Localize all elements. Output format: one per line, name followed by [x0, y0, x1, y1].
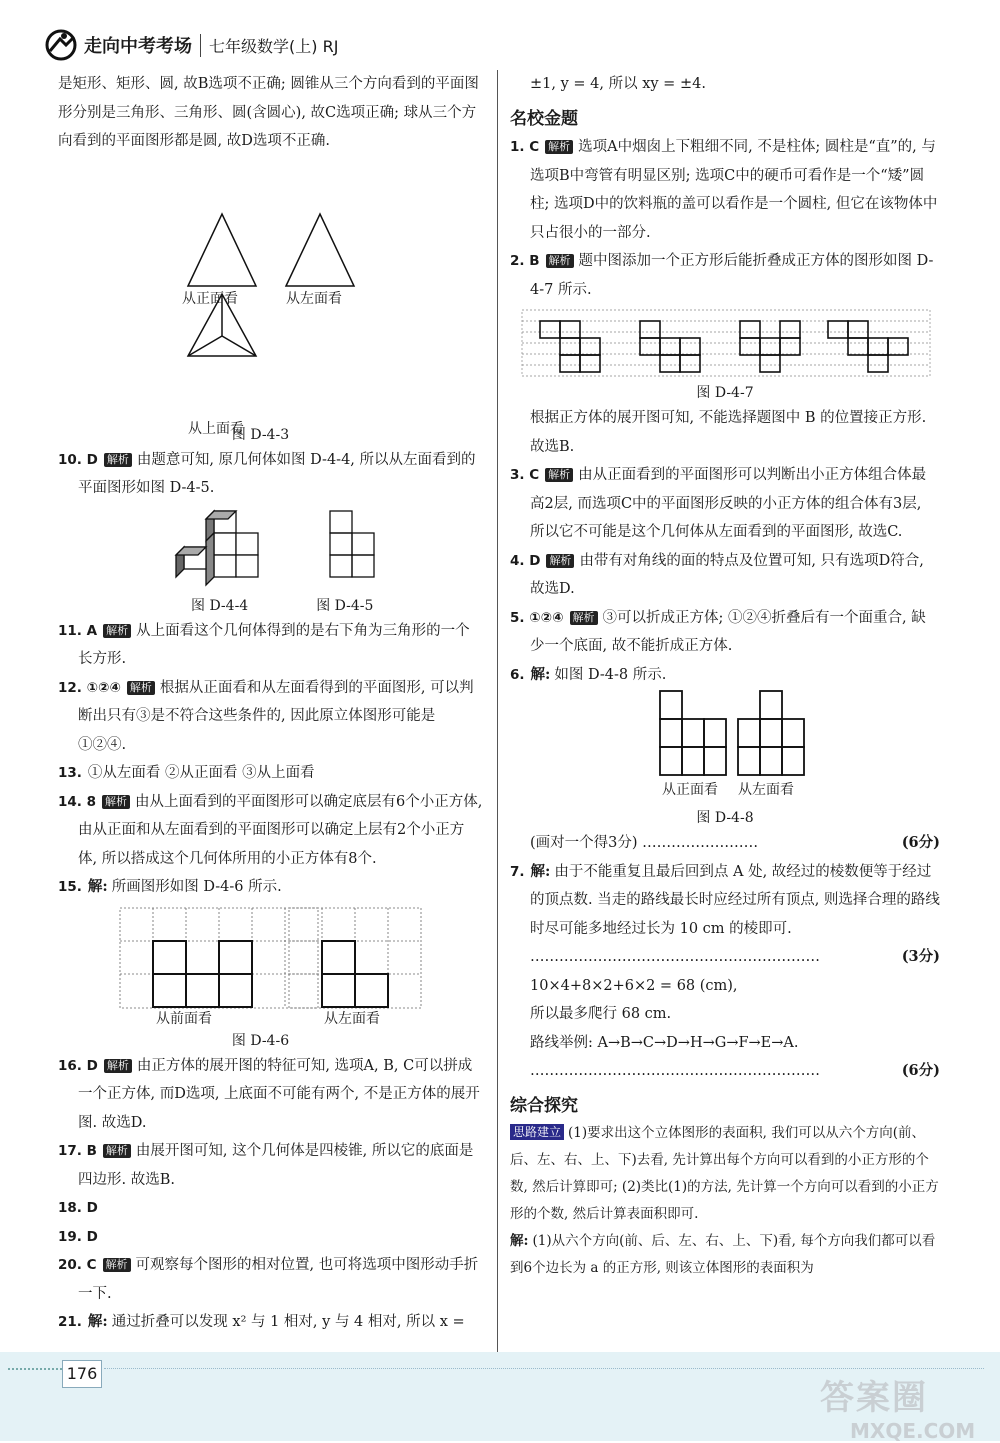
calc-line: 10×4+8×2+6×2 = 68 (cm),: [530, 977, 738, 994]
analysis-tag: 解析: [570, 611, 598, 625]
figure-d-4-4-and-5: [58, 503, 483, 595]
figure-caption: 图 D-4-6: [231, 1032, 290, 1049]
answer-11: 11. A 解析 从上面看这个几何体得到的是右下角为三角形的一个长方形.: [58, 622, 470, 667]
figure-caption: 图 D-4-3: [231, 426, 290, 443]
section-title-zonghe: 综合探究: [510, 1095, 578, 1116]
left-view-triangle: [286, 214, 354, 286]
watermark-title: 答案圈: [820, 1378, 928, 1418]
answer-r1: 1. C 解析 选项A中烟囱上下粗细不同, 不是柱体; 圆柱是“直”的, 与选项B中弯管有明显区别; 选项C中的硬币可看作是一个“矮”圆柱; 选项D中的饮料瓶的盖可以看作是一个圆柱, 但它在该物体中只占很小的一部分.: [510, 139, 938, 241]
score-line-6: (画对一个得3分) …………………… (6分): [530, 834, 940, 851]
footer-dots-left: [8, 1368, 62, 1370]
route-example: 路线举例: A→B→C→D→H→G→F→E→A.: [530, 1034, 799, 1051]
answer-19: 19. D: [58, 1228, 98, 1245]
section-title-mingxiao: 名校金题: [510, 108, 578, 129]
column-divider: [497, 70, 498, 1360]
answer-16: 16. D 解析 由正方体的展开图的特征可知, 选项A, B, C可以拼成一个正方体, 而D选项, 上底面不可能有两个, 不是正方体的展开图. 故选D.: [58, 1057, 480, 1131]
analysis-tag: 解析: [103, 1258, 131, 1272]
figure-d-4-7: [510, 304, 940, 382]
analysis-tag: 解析: [104, 1059, 132, 1073]
answer-15: 15. 解: 所画图形如图 D-4-6 所示.: [58, 878, 282, 895]
analysis-tag: 解析: [545, 140, 573, 154]
front-view-label: 从正面看: [182, 290, 238, 307]
grid-views-drawing: [58, 902, 483, 1030]
answer-r5: 5. ①②④ 解析 ③可以折成正方体; ①②④折叠后有一个面重合, 缺少一个底面, 故不能折成正方体.: [510, 609, 926, 654]
answer-12: 12. ①②④ 解析 根据从正面看和从左面看得到的平面图形, 可以判断出只有③是不符合这些条件的, 因此原立体图形可能是①②④.: [58, 679, 474, 753]
answer-17: 17. B 解析 由展开图可知, 这个几何体是四棱锥, 所以它的底面是四边形. 故选B.: [58, 1143, 474, 1188]
answer-21: 21. 解: 通过折叠可以发现 x² 与 1 相对, y 与 4 相对, 所以 x =: [58, 1313, 465, 1330]
left-view-label: 从左面看: [738, 782, 794, 798]
figure-caption: 图 D-4-7: [696, 385, 754, 401]
figure-d-4-6: [58, 902, 483, 1030]
solution-paragraph: 解: (1)从六个方向(前、后、左、右、上、下)看, 每个方向我们都可以看到6个边长为 a 的正方形, 则该立体图形的表面积为: [510, 1233, 936, 1276]
caption-d-4-4: 图 D-4-4: [191, 597, 249, 614]
analysis-tag: 解析: [546, 554, 574, 568]
cube-nets-drawing: [510, 304, 940, 382]
answer-10: 10. D 解析 由题意可知, 原几何体如图 D-4-4, 所以从左面看到的平面图形如图 D-4-5.: [58, 451, 476, 496]
answer-r6: 6. 解: 如图 D-4-8 所示.: [510, 665, 667, 683]
watermark-url: MXQE.COM: [850, 1419, 976, 1443]
analysis-tag: 解析: [102, 795, 130, 809]
book-subtitle: 七年级数学(上) RJ: [200, 34, 338, 57]
answer-14: 14. 8 解析 由从上面看到的平面图形可以确定底层有6个小正方体, 由从正面和从左面看到的平面图形可以确定上层有2个小正方体, 所以搭成这个几何体所用的小正方体有8个.: [58, 793, 483, 867]
answer-13: 13. ①从左面看 ②从正面看 ③从上面看: [58, 765, 315, 781]
answer-r7: 7. 解: 由于不能重复且最后回到点 A 处, 故经过的棱数便等于经过的顶点数. 当走的路线最长时应经过所有顶点, 则选择合理的路线时尽可能多地经过长为 10 cm 的棱即可.: [510, 862, 940, 937]
front-view-label: 从前面看: [156, 1010, 212, 1027]
figure-caption: 图 D-4-8: [696, 810, 754, 826]
score-line-7a: …………………………………………………… (3分): [530, 948, 940, 965]
intro-text: 是矩形、矩形、圆, 故B选项不正确; 圆锥从三个方向看到的平面图形分别是三角形、三角形、圆(含圆心), 故C选项正确; 球从三个方向看到的平面图形都是圆, 故D选项不正确.: [58, 76, 479, 149]
left-column: [58, 70, 483, 1337]
analysis-tag: 解析: [104, 453, 132, 467]
figure-d-4-3-drawing: [58, 156, 483, 362]
front-view-label: 从正面看: [662, 782, 718, 798]
max-distance-line: 所以最多爬行 68 cm.: [530, 1006, 672, 1022]
views-drawing: [510, 689, 940, 807]
page-header: [44, 28, 338, 62]
left-view-label: 从左面看: [324, 1010, 380, 1027]
analysis-tag: 解析: [103, 624, 131, 638]
brand-title: 走向中考考场: [84, 36, 192, 57]
analysis-tag: 解析: [546, 254, 574, 268]
thinking-tag: 思路建立: [510, 1124, 564, 1140]
answer-r2: 2. B 解析 题中图添加一个正方形后能折叠成正方体的图形如图 D-4-7 所示.: [510, 253, 934, 298]
thinking-paragraph: 思路建立 (1)要求出这个立体图形的表面积, 我们可以从六个方向(前、后、左、右、上、下)去看, 先计算出每个方向可以看到的小正方形的个数, 然后计算即可; (2)类比(1)的方法, 先计算一个方向可以看到的小正方形的个数, 然后计算表面积即可.: [510, 1125, 939, 1222]
cube-figures-drawing: [58, 503, 483, 595]
watermark: [820, 1370, 975, 1443]
answer-r4: 4. D 解析 由带有对角线的面的特点及位置可知, 只有选项D符合, 故选D.: [510, 552, 924, 597]
front-view-triangle: [188, 214, 256, 286]
answer-18: 18. D: [58, 1200, 98, 1216]
footer-dots-right: [104, 1368, 984, 1369]
caption-row: [58, 595, 483, 617]
left-view-label: 从左面看: [286, 290, 342, 307]
right-column: [510, 70, 940, 1282]
analysis-tag: 解析: [127, 681, 155, 695]
top-view-label: 从上面看: [188, 420, 244, 437]
answer-r3: 3. C 解析 由从正面看到的平面图形可以判断出小正方体组合体最高2层, 而选项C中的平面图形反映的小正方体的组合体有3层, 所以它不可能是这个几何体从左面看到的平面图形, 故选C.: [510, 467, 927, 540]
page-number: 176: [62, 1360, 102, 1388]
answer-20: 20. C 解析 可观察每个图形的相对位置, 也可将选项中图形动手折一下.: [58, 1257, 479, 1302]
caption-d-4-5: 图 D-4-5: [316, 597, 374, 614]
analysis-tag: 解析: [545, 468, 573, 482]
continued-21: ±1, y = 4, 所以 xy = ±4.: [530, 76, 706, 92]
runner-logo-icon: [44, 29, 78, 61]
score-line-7b: …………………………………………………… (6分): [530, 1062, 940, 1079]
figure-d-4-8: [510, 689, 940, 807]
answer-r2-conclusion: 根据正方体的展开图可知, 不能选择题图中 B 的位置接正方形. 故选B.: [530, 410, 927, 455]
analysis-tag: 解析: [103, 1144, 131, 1158]
